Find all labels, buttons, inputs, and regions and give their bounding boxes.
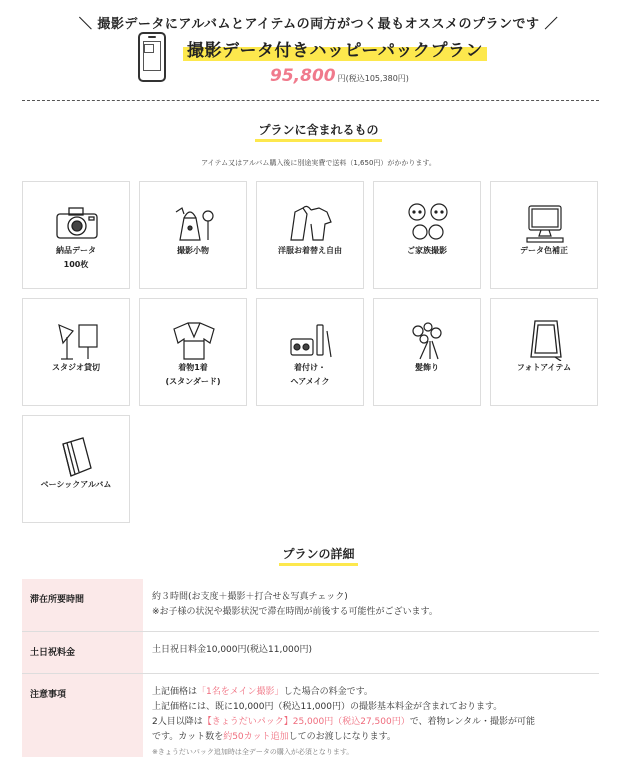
plan-price (270, 66, 409, 86)
divider (22, 100, 599, 101)
row-value: 約３時間(お支度＋撮影＋打合せ＆写真チェック) ※お子様の状況や撮影状況で滞在時間が前後する可能性がございます。 (143, 579, 599, 631)
item-card-family (373, 181, 481, 289)
album-icon (53, 434, 101, 478)
table-row (22, 673, 599, 757)
item-label: 着付け・ ヘアメイク (290, 363, 330, 386)
row-value: 土日祝日料金10,000円(税込11,000円) (143, 631, 599, 673)
item-label: ご家族撮影 (407, 246, 447, 255)
section-title-included: プランに含まれるもの (0, 121, 637, 138)
plan-details-table (22, 579, 599, 757)
item-label: 髪飾り (415, 363, 439, 372)
item-label: ベーシックアルバム (40, 480, 112, 489)
price-amount: 95,800 (270, 66, 336, 86)
plan-title: 撮影データ付きハッピーパックプラン (183, 36, 487, 61)
price-tax: 円(税込105,380円) (337, 74, 409, 83)
photo-frame-icon (521, 317, 569, 361)
item-card-album (22, 415, 130, 523)
item-card-props (139, 181, 247, 289)
item-label: 洋服お着替え自由 (278, 246, 342, 255)
item-label: 撮影小物 (177, 246, 209, 255)
item-label: データ色補正 (520, 246, 568, 255)
clothes-icon (287, 200, 335, 244)
hair-ornament-icon (404, 317, 452, 361)
studio-light-icon (53, 317, 101, 361)
row-head: 土日祝料金 (22, 631, 143, 673)
item-label: スタジオ貸切 (52, 363, 100, 372)
item-label: 納品データ 100枚 (56, 246, 96, 269)
computer-icon (521, 200, 569, 244)
section-title-details: プランの詳細 (0, 545, 637, 562)
item-card-hair-ornament (373, 298, 481, 406)
family-icon (404, 200, 452, 244)
item-card-studio (22, 298, 130, 406)
item-card-clothes (256, 181, 364, 289)
item-label: 着物1着 (スタンダード) (165, 363, 221, 386)
smartphone-photo-icon (138, 32, 166, 82)
item-card-photo-item (490, 298, 598, 406)
shipping-note: アイテム又はアルバム購入後に別途実費で送料（1,650円）がかかります。 (201, 159, 436, 167)
row-value: 上記価格は「1名をメイン撮影」した場合の料金です。 上記価格には、既に10,000円（税込11,000円）の撮影基本料金が含まれております。 2人目以降は【きょうだいパック】25,000円（税込27,500円）で、着物レンタル・撮影が可能 です。カット数を約50カット追加してのお渡しになります。 ※きょうだいパック追加時は全データの購入が必須となります。 (143, 673, 599, 757)
item-card-data (22, 181, 130, 289)
kimono-icon (170, 317, 218, 361)
camera-icon (53, 200, 101, 244)
tagline: ＼ 撮影データにアルバムとアイテムの両方がつく最もオススメのプランです ／ (78, 17, 559, 32)
item-card-color-correction (490, 181, 598, 289)
item-card-kimono (139, 298, 247, 406)
item-label: フォトアイテム (516, 363, 572, 372)
row-head: 注意事項 (22, 673, 143, 757)
table-row (22, 631, 599, 673)
item-card-makeup (256, 298, 364, 406)
table-row (22, 579, 599, 631)
props-icon (170, 200, 218, 244)
row-head: 滞在所要時間 (22, 579, 143, 631)
makeup-icon (287, 317, 335, 361)
